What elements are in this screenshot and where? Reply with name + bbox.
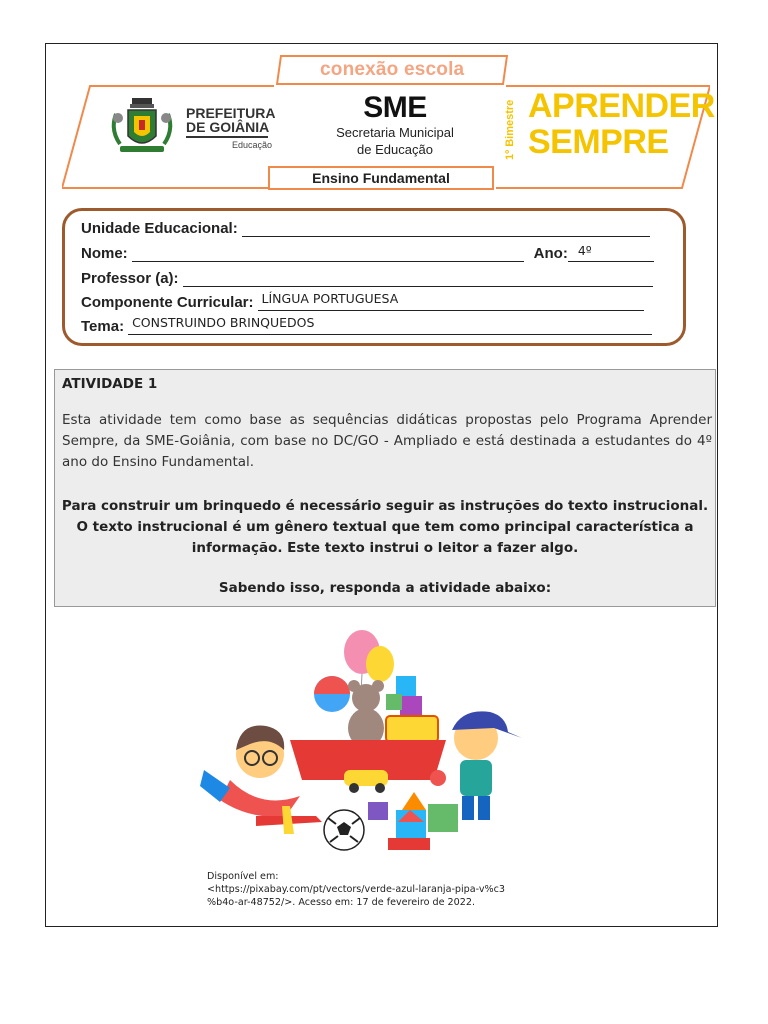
tema-value: CONSTRUINDO BRINQUEDOS <box>132 315 315 330</box>
credit-line-3: %b4o-ar-48752/>. Acesso em: 17 de fevereiro de 2022. <box>207 897 476 908</box>
prefeitura-subtitle: Educação <box>232 140 273 150</box>
unidade-field[interactable] <box>242 220 650 237</box>
children-toys-illustration <box>190 620 530 860</box>
ano-value: 4º <box>577 243 592 258</box>
componente-value: LÍNGUA PORTUGUESA <box>261 291 399 306</box>
tema-field[interactable] <box>128 315 652 335</box>
aprender-line: APRENDER <box>528 87 715 125</box>
credit-line-2: <https://pixabay.com/pt/vectors/verde-azul-laranja-pipa-v%c3 <box>207 884 506 895</box>
sme-logo <box>330 92 460 158</box>
ano-field[interactable] <box>568 245 654 262</box>
activity-intro: Esta atividade tem como base as sequências didáticas propostas pelo Programa Aprender Sempre, da SME-Goiânia, com base no DC/GO - Ampliado e está destinada a estudantes do 4º ano do Ensino Fundamental. <box>62 412 712 470</box>
activity-prompt: Sabendo isso, responda a atividade abaixo: <box>218 580 552 596</box>
componente-row <box>81 291 644 311</box>
activity-title: ATIVIDADE 1 <box>62 376 158 392</box>
activity-instructions <box>58 496 712 559</box>
unidade-row <box>81 220 650 237</box>
sme-subtitle-1: Secretaria Municipal <box>336 125 454 140</box>
sempre-line: SEMPRE <box>528 123 669 161</box>
instruction-line-1: Para construir um brinquedo é necessário seguir as instruções do texto instrucional. <box>61 498 709 514</box>
ensino-fundamental-label: Ensino Fundamental <box>312 170 450 186</box>
prefeitura-rule <box>186 136 268 138</box>
image-credit <box>207 870 537 909</box>
ano-label: Ano: <box>533 245 568 262</box>
conexao-escola-banner <box>276 55 508 85</box>
tema-label: Tema: <box>81 318 125 335</box>
sme-title: SME <box>363 91 427 124</box>
prefeitura-line1: PREFEITURA <box>186 105 276 121</box>
professor-field[interactable] <box>183 270 653 287</box>
unidade-label: Unidade Educacional: <box>81 220 238 237</box>
bimestre-label: 1º Bimestre <box>504 99 516 160</box>
componente-field[interactable] <box>258 291 644 311</box>
prefeitura-name <box>186 106 275 134</box>
tema-row <box>81 315 652 335</box>
componente-label: Componente Curricular: <box>81 294 254 311</box>
nome-row <box>81 245 654 262</box>
ensino-fundamental-tab <box>268 166 494 190</box>
instruction-line-2: O texto instrucional é um gênero textual que tem como principal característica a <box>76 519 694 535</box>
goiania-crest-icon <box>106 96 178 158</box>
credit-line-1: Disponível em: <box>207 871 279 882</box>
professor-label: Professor (a): <box>81 270 179 287</box>
aprender-sempre-title <box>528 88 715 160</box>
prefeitura-logo <box>106 96 276 158</box>
instruction-line-3: informação. Este texto instrui o leitor a fazer algo. <box>191 540 579 556</box>
conexao-escola-text: conexão escola <box>319 59 465 80</box>
activity-box <box>54 369 716 607</box>
nome-field[interactable] <box>132 245 524 262</box>
sme-subtitle-2: de Educação <box>357 142 433 157</box>
nome-label: Nome: <box>81 245 128 262</box>
professor-row <box>81 270 653 287</box>
prefeitura-line2: DE GOIÂNIA <box>186 119 270 135</box>
